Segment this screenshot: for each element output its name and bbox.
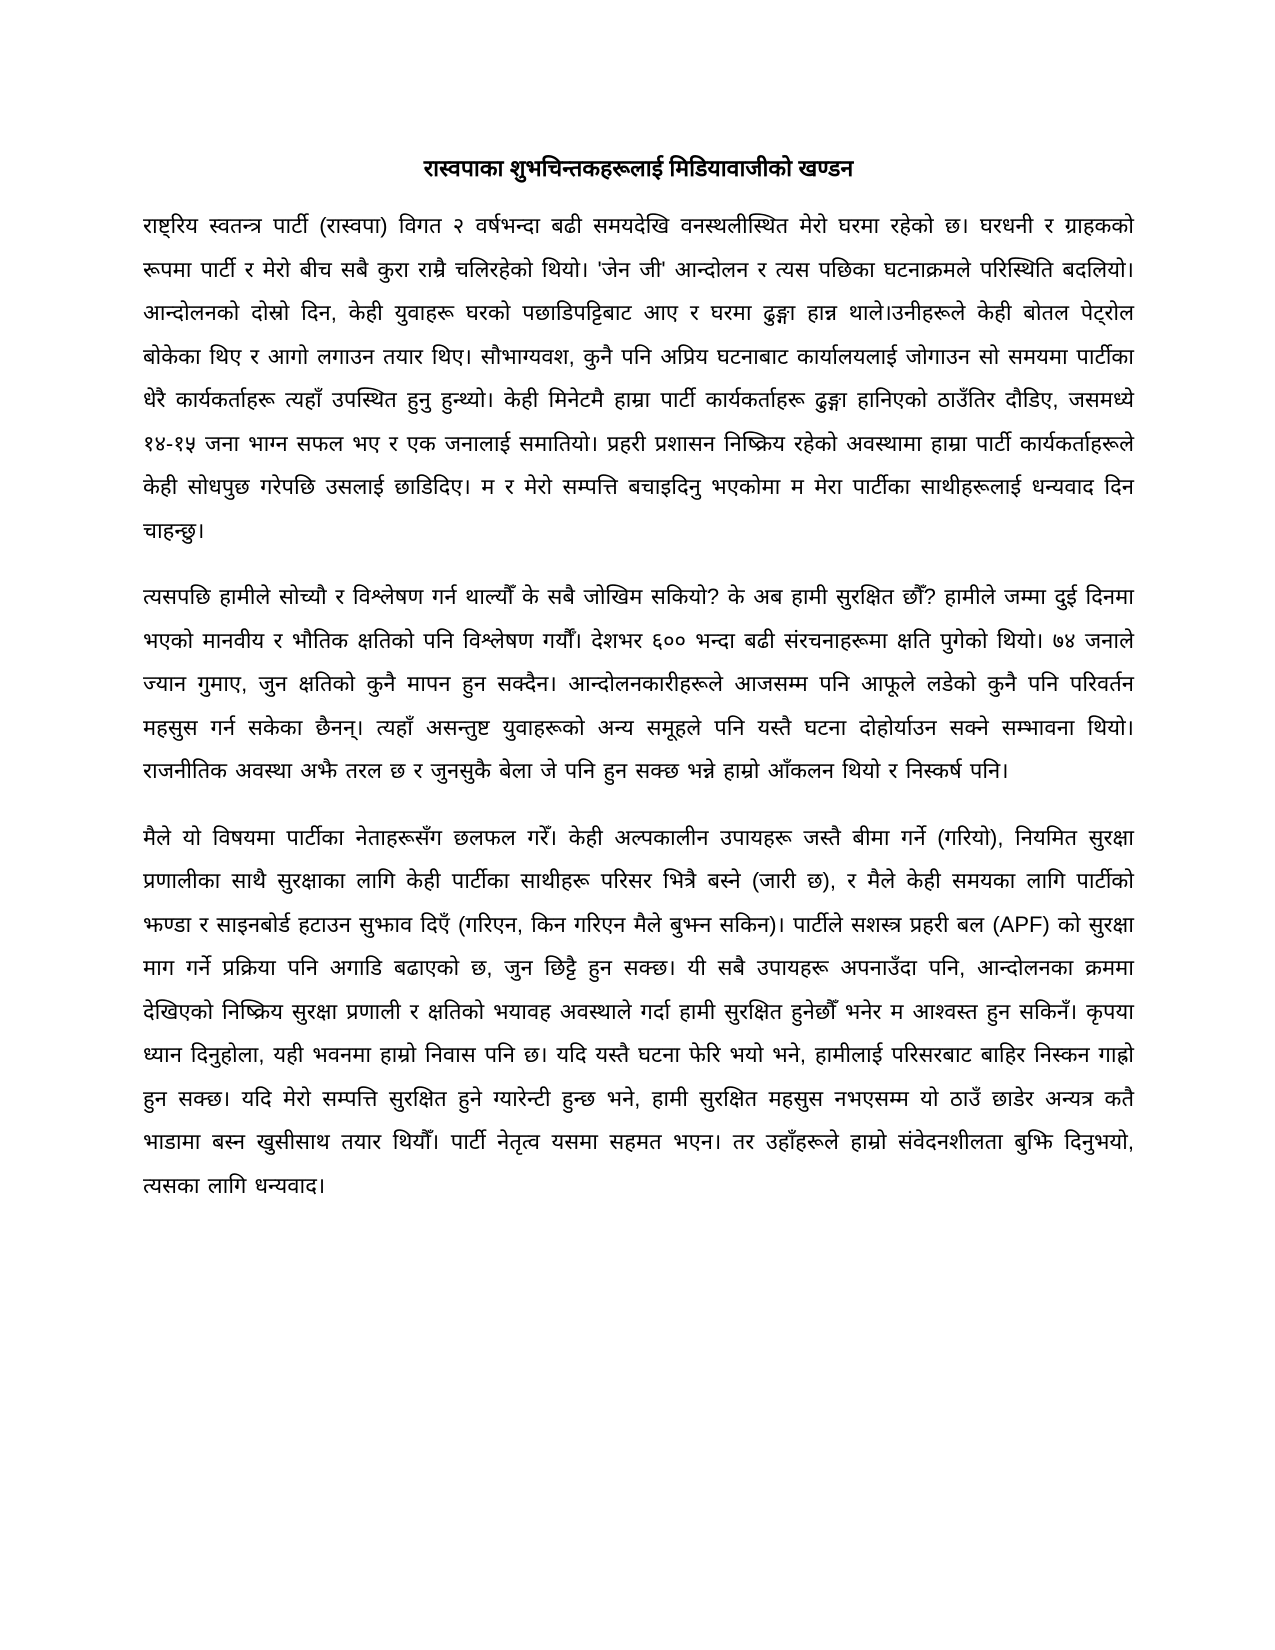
body-paragraph: मैले यो विषयमा पार्टीका नेताहरूसँग छलफल गरेँ। केही अल्पकालीन उपायहरू जस्तै बीमा गर्ने (गरियो), नियमित सुरक्षा प्रणालीका साथै सुरक्षाका लागि केही पार्टीका साथीहरू परिसर भित्रै बस्ने (जारी छ), र मैले केही समयका लागि पार्टीको झण्डा र साइनबोर्ड हटाउन सुझाव दिएँ (गरिएन, किन गरिएन मैले बुझ्न सकिन)। पार्टीले सशस्त्र प्रहरी बल (APF) को सुरक्षा माग गर्ने प्रक्रिया पनि अगाडि बढाएको छ, जुन छिट्टै हुन सक्छ। यी सबै उपायहरू अपनाउँदा पनि, आन्दोलनका क्रममा देखिएको निष्क्रिय सुरक्षा प्रणाली र क्षतिको भयावह अवस्थाले गर्दा हामी सुरक्षित हुनेछौँ भनेर म आश्वस्त हुन सकिनँ। कृपया ध्यान दिनुहोला, यही भवनमा हाम्रो निवास पनि छ। यदि यस्तै घटना फेरि भयो भने, हामीलाई परिसरबाट बाहिर निस्कन गाह्रो हुन सक्छ। यदि मेरो सम्पत्ति सुरक्षित हुने ग्यारेन्टी हुन्छ भने, हामी सुरक्षित महसुस नभएसम्म यो ठाउँ छाडेर अन्यत्र कतै भाडामा बस्न खुसीसाथ तयार थियौँ। पार्टी नेतृत्व यसमा सहमत भएन। तर उहाँहरूले हाम्रो संवेदनशीलता बुझि दिनुभयो, त्यसका लागि धन्यवाद।: [143, 824, 1134, 1198]
body-paragraph: राष्ट्रिय स्वतन्त्र पार्टी (रास्वपा) विगत २ वर्षभन्दा बढी समयदेखि वनस्थलीस्थित मेरो घरमा रहेको छ। घरधनी र ग्राहकको रूपमा पार्टी र मेरो बीच सबै कुरा राम्रै चलिरहेको थियो। 'जेन जी' आन्दोलन र त्यस पछिका घटनाक्रमले परिस्थिति बदलियो।आन्दोलनको दोस्रो दिन, केही युवाहरू घरको पछाडिपट्टिबाट आए र घरमा ढुङ्गा हान्न थाले।उनीहरूले केही बोतल पेट्रोल बोकेका थिए र आगो लगाउन तयार थिए। सौभाग्यवश, कुनै पनि अप्रिय घटनाबाट कार्यालयलाई जोगाउन सो समयमा पार्टीका धेरै कार्यकर्ताहरू त्यहाँ उपस्थित हुनु हुन्थ्यो। केही मिनेटमै हाम्रा पार्टी कार्यकर्ताहरू ढुङ्गा हानिएको ठाउँतिर दौडिए, जसमध्ये १४-१५ जना भाग्न सफल भए र एक जनालाई समातियो। प्रहरी प्रशासन निष्क्रिय रहेको अवस्थामा हाम्रा पार्टी कार्यकर्ताहरूले केही सोधपुछ गरेपछि उसलाई छाडिदिए। म र मेरो सम्पत्ति बचाइदिनु भएकोमा म मेरा पार्टीका साथीहरूलाई धन्यवाद दिन चाहन्छु।: [143, 213, 1134, 543]
document-title: रास्वपाका शुभचिन्तकहरूलाई मिडियावाजीको खण्डन: [423, 155, 854, 181]
body-paragraph: त्यसपछि हामीले सोच्यौ र विश्लेषण गर्न थाल्यौँ के सबै जोखिम सकियो? के अब हामी सुरक्षित छौँ? हामीले जम्मा दुई दिनमा भएको मानवीय र भौतिक क्षतिको पनि विश्लेषण गर्यौँ। देशभर ६०० भन्दा बढी संरचनाहरूमा क्षति पुगेको थियो। ७४ जनाले ज्यान गुमाए, जुन क्षतिको कुनै मापन हुन सक्दैन। आन्दोलनकारीहरूले आजसम्म पनि आफूले लडेको कुनै पनि परिवर्तन महसुस गर्न सकेका छैनन्। त्यहाँ असन्तुष्ट युवाहरूको अन्य समूहले पनि यस्तै घटना दोहोर्याउन सक्ने सम्भावना थियो। राजनीतिक अवस्था अझै तरल छ र जुनसुकै बेला जे पनि हुन सक्छ भन्ने हाम्रो आँकलन थियो र निस्कर्ष पनि।: [143, 584, 1134, 783]
